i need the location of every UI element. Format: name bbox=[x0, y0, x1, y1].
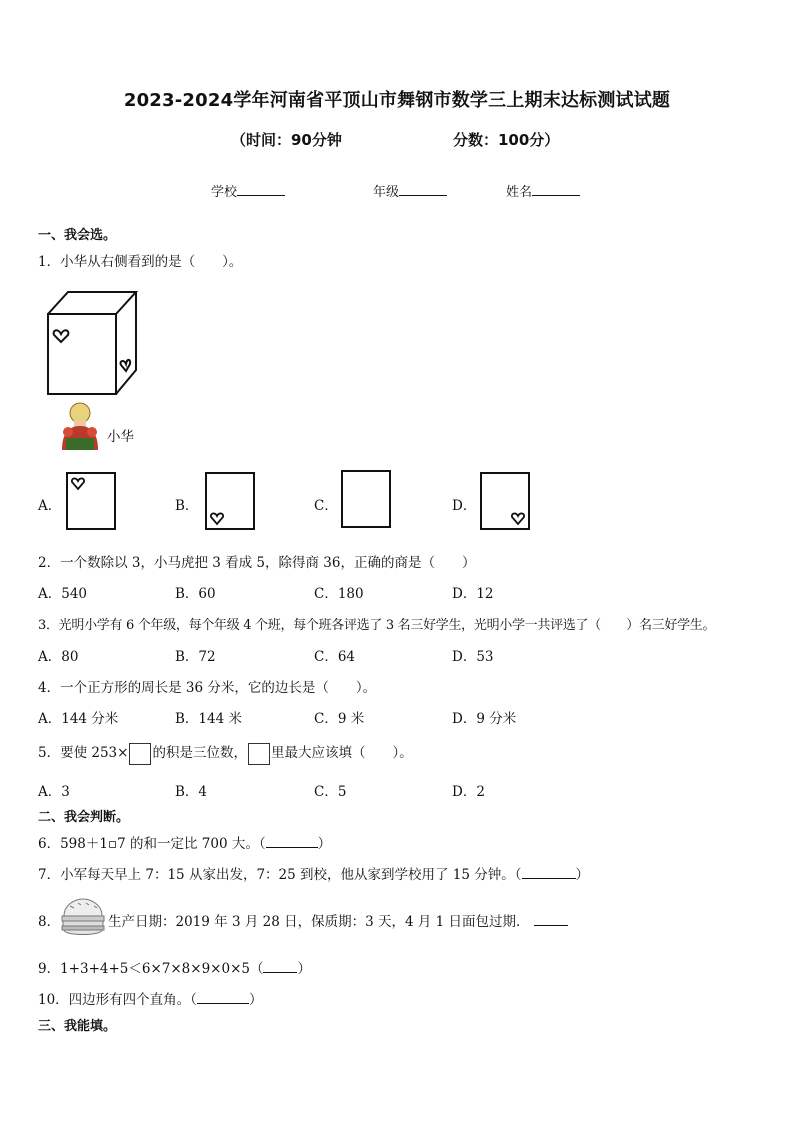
q3-option-d[interactable]: D．53 bbox=[452, 649, 494, 665]
question-5: 5．要使 253× 的积是三位数， 里最大应该填（ ）。 bbox=[38, 741, 413, 765]
xiaohua-label: 小华 bbox=[107, 429, 134, 445]
name-field: 姓名 bbox=[506, 181, 580, 200]
q3-option-b[interactable]: B．72 bbox=[175, 649, 216, 665]
question-2: 2．一个数除以 3，小马虎把 3 看成 5，除得商 36，正确的商是（ ） bbox=[38, 555, 476, 571]
q4-option-d[interactable]: D．9 分米 bbox=[452, 711, 517, 727]
question-8-number: 8． bbox=[38, 914, 61, 930]
heart-icon bbox=[70, 476, 86, 492]
q3-option-a[interactable]: A．80 bbox=[38, 649, 79, 665]
question-6: 6．598＋1▫7 的和一定比 700 大。（ ） bbox=[38, 832, 331, 852]
cube-figure bbox=[44, 290, 140, 398]
heart-icon bbox=[209, 511, 225, 527]
bread-icon bbox=[58, 896, 108, 940]
q1-option-b-label[interactable]: B． bbox=[175, 498, 199, 514]
q5-option-b[interactable]: B．4 bbox=[175, 784, 208, 800]
q1-option-d-label[interactable]: D． bbox=[452, 498, 477, 514]
name-blank[interactable] bbox=[532, 182, 580, 196]
grade-blank[interactable] bbox=[399, 182, 447, 196]
q4-option-c[interactable]: C．9 米 bbox=[314, 711, 365, 727]
q2-option-a[interactable]: A．540 bbox=[38, 586, 88, 602]
answer-blank[interactable] bbox=[266, 833, 318, 848]
page-title: 2023-2024学年河南省平顶山市舞钢市数学三上期末达标测试试题 bbox=[123, 90, 671, 111]
answer-box[interactable] bbox=[248, 743, 270, 765]
question-1: 1．小华从右侧看到的是（ ）。 bbox=[38, 254, 243, 270]
exam-time: （时间：90分钟 bbox=[231, 131, 342, 149]
answer-blank[interactable] bbox=[522, 864, 576, 879]
q2-option-d[interactable]: D．12 bbox=[452, 586, 494, 602]
xiaohua-person-icon bbox=[58, 402, 104, 452]
q1-option-b-square[interactable] bbox=[205, 472, 255, 530]
heart-icon bbox=[510, 511, 526, 527]
q2-option-c[interactable]: C．180 bbox=[314, 586, 364, 602]
q1-option-a-label[interactable]: A． bbox=[38, 498, 62, 514]
section-3-heading: 三、我能填。 bbox=[38, 1019, 117, 1034]
grade-field: 年级 bbox=[373, 181, 447, 200]
q1-option-a-square[interactable] bbox=[66, 472, 116, 530]
section-2-heading: 二、我会判断。 bbox=[38, 810, 130, 825]
exam-score: 分数：100分） bbox=[453, 131, 560, 149]
q5-option-d[interactable]: D．2 bbox=[452, 784, 485, 800]
q1-option-d-square[interactable] bbox=[480, 472, 530, 530]
q5-option-c[interactable]: C．5 bbox=[314, 784, 347, 800]
answer-box[interactable] bbox=[129, 743, 151, 765]
question-4: 4．一个正方形的周长是 36 分米，它的边长是（ ）。 bbox=[38, 680, 377, 696]
question-10: 10．四边形有四个直角。（ ） bbox=[38, 988, 262, 1008]
school-blank[interactable] bbox=[237, 182, 285, 196]
answer-blank[interactable] bbox=[197, 989, 249, 1004]
section-1-heading: 一、我会选。 bbox=[38, 228, 117, 243]
q4-option-a[interactable]: A．144 分米 bbox=[38, 711, 119, 727]
heart-icon bbox=[54, 330, 69, 342]
question-8: 生产日期：2019 年 3 月 28 日，保质期：3 天，4 月 1 日面包过期． bbox=[108, 910, 568, 930]
q2-option-b[interactable]: B．60 bbox=[175, 586, 216, 602]
q1-option-c-square[interactable] bbox=[341, 470, 391, 528]
answer-blank[interactable] bbox=[263, 958, 297, 973]
question-3: 3．光明小学有 6 个年级，每个年级 4 个班，每个班各评选了 3 名三好学生，光明小学一共评选了（ ）名三好学生。 bbox=[38, 618, 716, 633]
answer-blank[interactable] bbox=[534, 911, 568, 926]
q4-option-b[interactable]: B．144 米 bbox=[175, 711, 242, 727]
q3-option-c[interactable]: C．64 bbox=[314, 649, 356, 665]
question-7: 7．小军每天早上 7：15 从家出发，7：25 到校，他从家到学校用了 15 分钟。（ ） bbox=[38, 863, 589, 883]
school-field: 学校 bbox=[211, 181, 285, 200]
heart-icon bbox=[121, 360, 131, 371]
q5-option-a[interactable]: A．3 bbox=[38, 784, 70, 800]
q1-option-c-label[interactable]: C． bbox=[314, 498, 338, 514]
question-9: 9．1+3+4+5＜6×7×8×9×0×5（ ） bbox=[38, 957, 311, 977]
